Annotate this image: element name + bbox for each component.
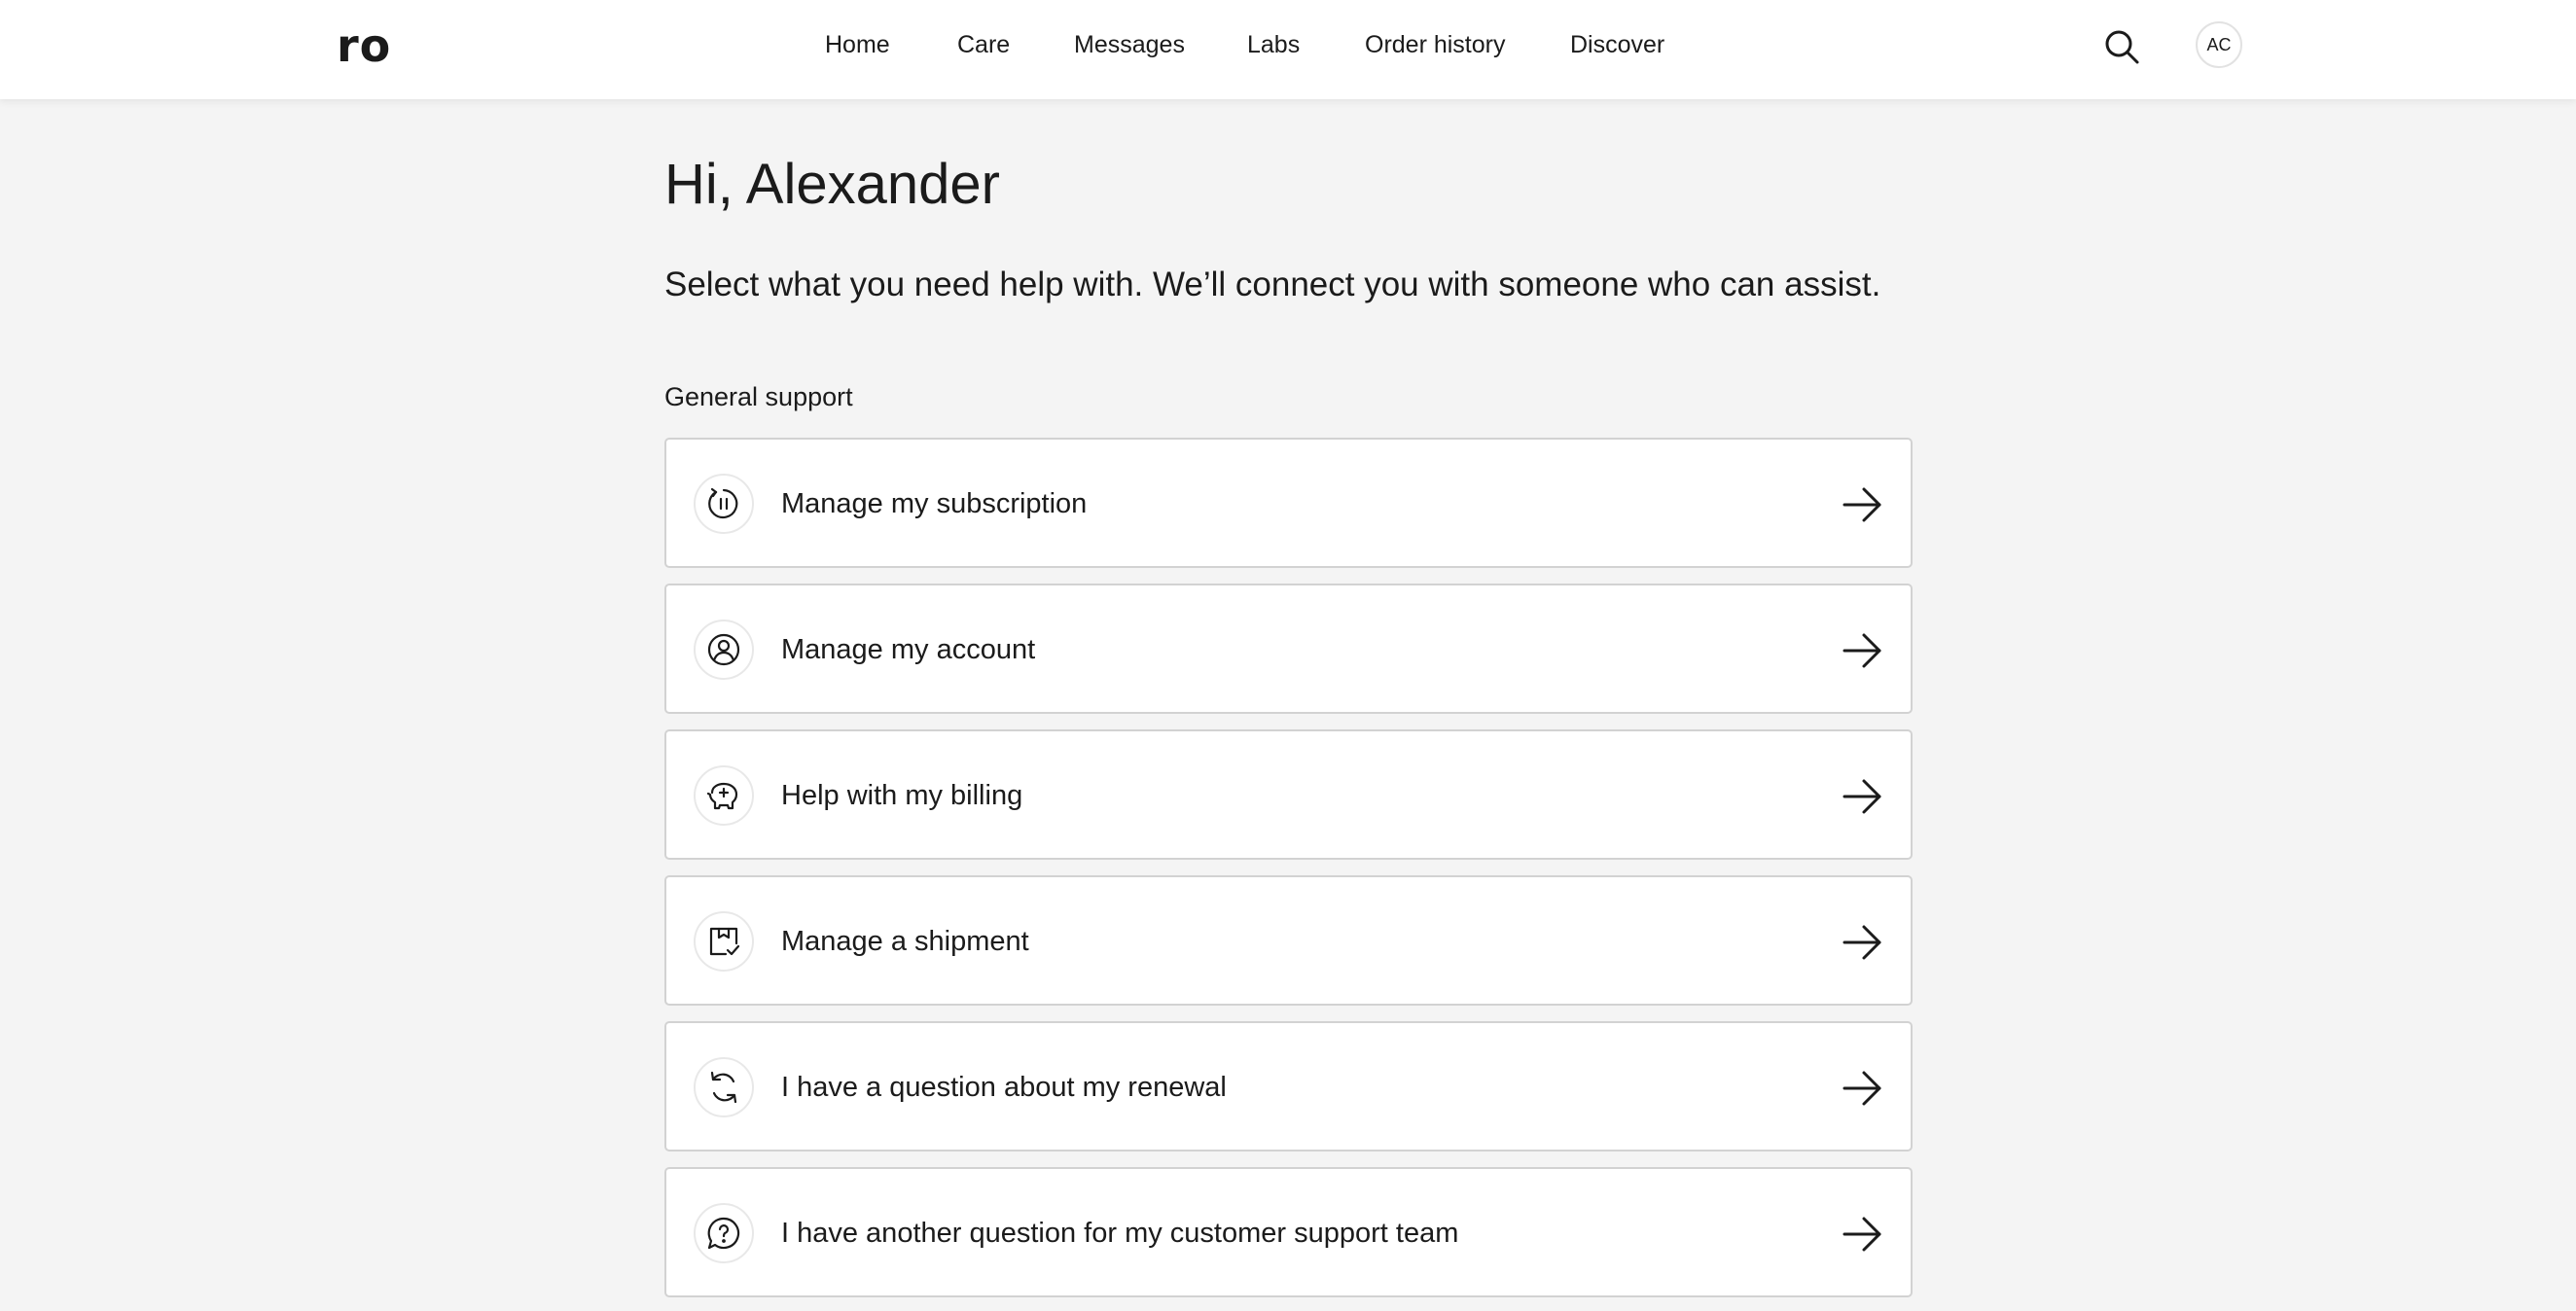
nav-care[interactable]: Care bbox=[957, 31, 1011, 58]
option-manage-shipment[interactable] bbox=[664, 875, 1913, 1006]
option-label: Manage a shipment bbox=[781, 926, 1029, 957]
search-button[interactable] bbox=[2103, 28, 2140, 65]
arrow-right-icon bbox=[1841, 1213, 1883, 1256]
option-label: I have another question for my customer support team bbox=[781, 1218, 1459, 1249]
option-label: Manage my subscription bbox=[781, 488, 1088, 519]
option-manage-account[interactable] bbox=[664, 584, 1913, 714]
page-subtitle: Select what you need help with. We’ll connect you with someone who can assist. bbox=[664, 266, 1881, 303]
refresh-icon bbox=[694, 1057, 754, 1117]
user-avatar[interactable]: AC bbox=[2196, 21, 2242, 68]
question-bubble-icon bbox=[694, 1203, 754, 1263]
top-navigation-bar bbox=[0, 0, 2576, 99]
nav-labs[interactable]: Labs bbox=[1247, 31, 1301, 58]
option-label: Manage my account bbox=[781, 634, 1036, 665]
page-greeting: Hi, Alexander bbox=[664, 153, 1000, 216]
section-label-general-support: General support bbox=[664, 382, 853, 411]
nav-home[interactable]: Home bbox=[825, 31, 890, 58]
arrow-right-icon bbox=[1841, 921, 1883, 964]
option-label: Help with my billing bbox=[781, 780, 1023, 811]
search-icon bbox=[2103, 28, 2140, 65]
option-label: I have a question about my renewal bbox=[781, 1072, 1227, 1103]
ro-logo[interactable]: ro bbox=[337, 19, 392, 72]
nav-discover[interactable]: Discover bbox=[1570, 31, 1665, 58]
arrow-right-icon bbox=[1841, 629, 1883, 672]
arrow-right-icon bbox=[1841, 483, 1883, 526]
option-manage-subscription[interactable] bbox=[664, 438, 1913, 568]
option-other-question[interactable] bbox=[664, 1167, 1913, 1297]
main-nav bbox=[0, 0, 2576, 91]
piggy-bank-icon bbox=[694, 765, 754, 826]
subscription-pause-icon bbox=[694, 474, 754, 534]
package-check-icon bbox=[694, 911, 754, 972]
option-billing-help[interactable] bbox=[664, 729, 1913, 860]
arrow-right-icon bbox=[1841, 775, 1883, 818]
arrow-right-icon bbox=[1841, 1067, 1883, 1110]
nav-messages[interactable]: Messages bbox=[1074, 31, 1185, 58]
option-renewal-question[interactable] bbox=[664, 1021, 1913, 1152]
nav-order-history[interactable]: Order history bbox=[1365, 31, 1506, 58]
user-icon bbox=[694, 620, 754, 680]
